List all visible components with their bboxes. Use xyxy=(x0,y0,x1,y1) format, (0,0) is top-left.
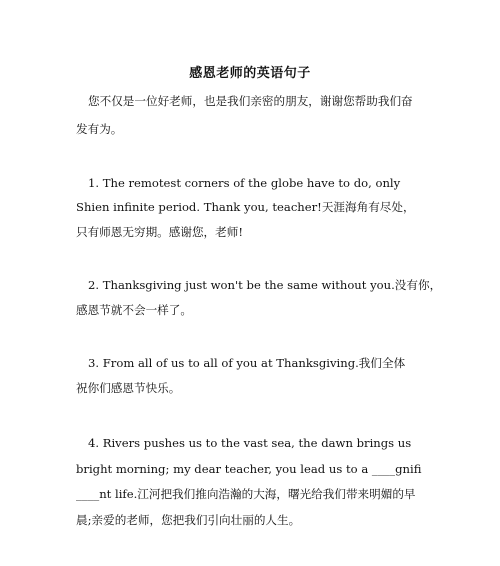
item-2-line-2: 感恩节就不会一样了。 xyxy=(76,303,192,317)
item-4-line-2: bright morning; my dear teacher, you lead us to a ____gnifi xyxy=(76,462,422,476)
intro-line-1: 您不仅是一位好老师，也是我们亲密的朋友，谢谢您帮助我们奋 xyxy=(88,94,413,108)
item-1-line-2: Shien infinite period. Thank you, teacher!天涯海角有尽处， xyxy=(76,200,415,214)
item-4-line-4: 晨;亲爱的老师，您把我们引向壮丽的人生。 xyxy=(76,513,301,527)
item-4-line-3: ____nt life.江河把我们推向浩瀚的大海，曙光给我们带来明媚的早 xyxy=(76,487,416,501)
item-3-line-2: 祝你们感恩节快乐。 xyxy=(76,381,181,395)
document-title: 感恩老师的英语句子 xyxy=(189,66,311,81)
item-4-line-1: 4. Rivers pushes us to the vast sea, the dawn brings us xyxy=(88,436,412,450)
item-3-line-1: 3. From all of us to all of you at Thanksgiving.我们全体 xyxy=(88,356,406,370)
item-2-line-1: 2. Thanksgiving just won't be the same without you.没有你， xyxy=(88,278,442,292)
item-1-line-3: 只有师恩无穷期。感谢您，老师! xyxy=(76,225,243,239)
item-1-line-1: 1. The remotest corners of the globe have to do, only xyxy=(88,176,401,190)
intro-line-2: 发有为。 xyxy=(76,122,123,136)
